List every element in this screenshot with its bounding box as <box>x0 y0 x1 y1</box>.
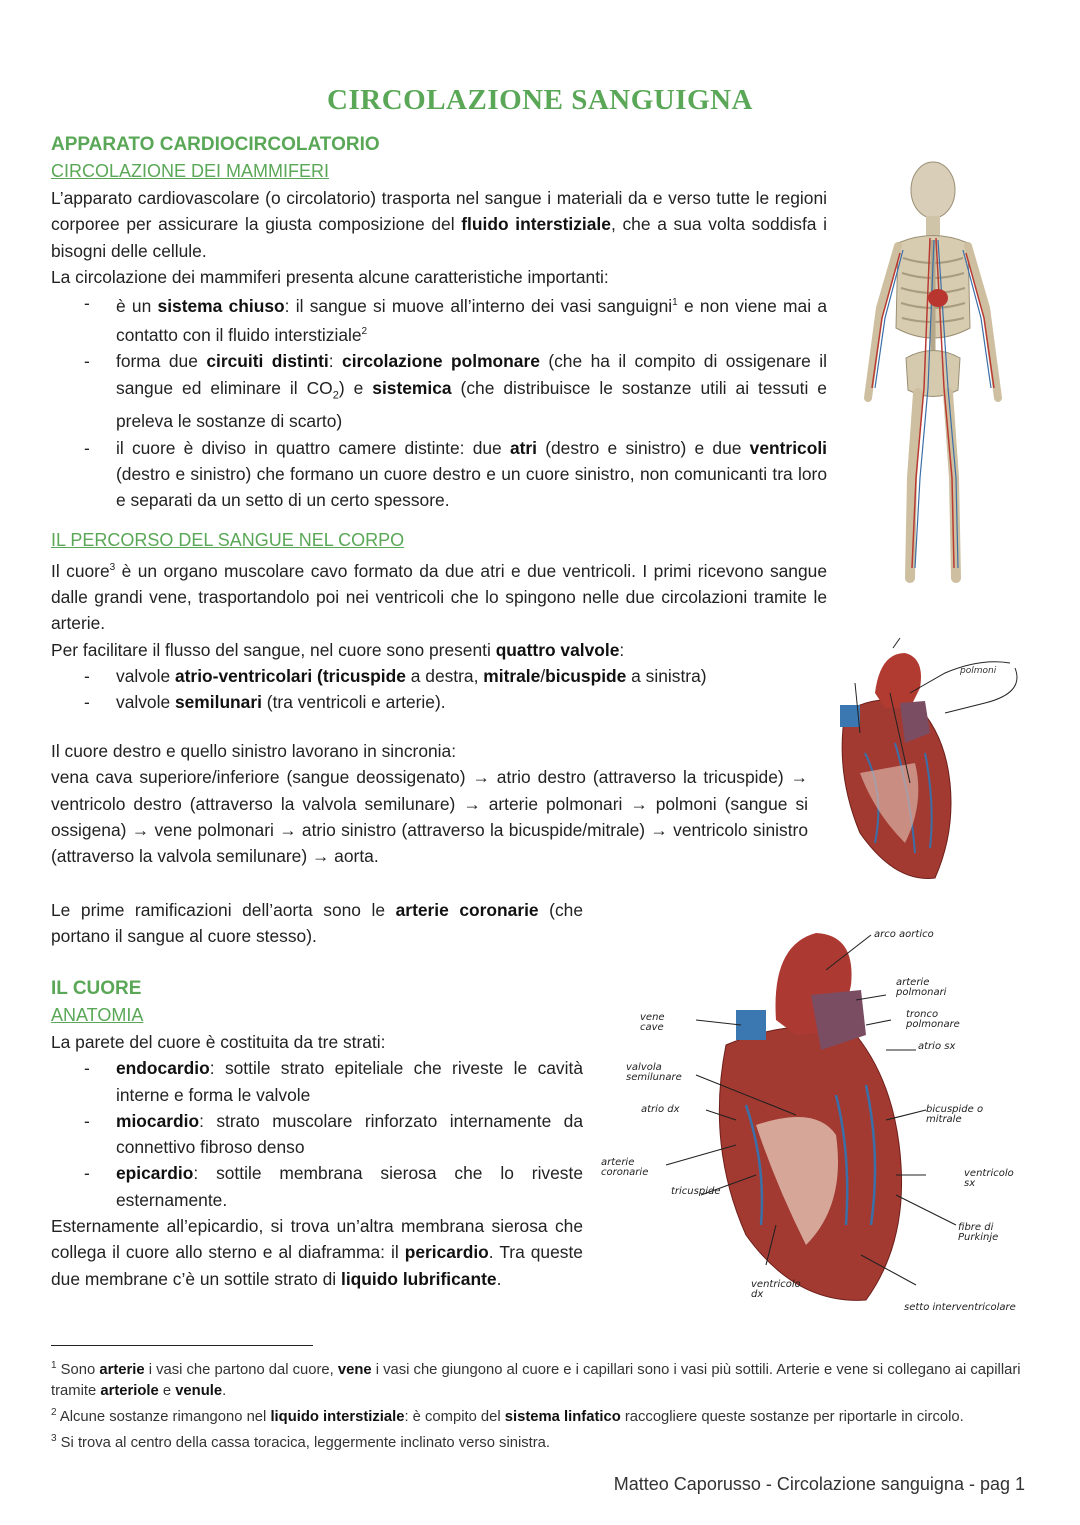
footnote-2: $^2$ Alcune sostanze rimangono nel liquido interstiziale: è compito del sistema linfatico raccogliere queste sostanze per riportarle in circolo. <box>51 1406 964 1425</box>
label-bicuspide: bicuspide o mitrale <box>926 1104 984 1125</box>
label-atrio-dx: atrio dx <box>641 1104 680 1115</box>
subheading-percorso-sangue: IL PERCORSO DEL SANGUE NEL CORPO <box>51 530 405 550</box>
page-title: CIRCOLAZIONE SANGUIGNA <box>327 84 753 116</box>
section3-body <box>51 1029 583 1292</box>
label-valvola-semilunare: valvola semilunare <box>626 1062 682 1083</box>
section-heading-apparato: APPARATO CARDIOCIRCOLATORIO <box>51 134 380 155</box>
section2-body-flow <box>51 738 808 869</box>
subheading-anatomia: ANATOMIA <box>51 1005 144 1025</box>
footnote-3: $^3$ Si trova al centro della cassa toracica, leggermente inclinato verso sinistra. <box>51 1432 551 1451</box>
label-atrio-sx: atrio sx <box>918 1041 956 1052</box>
section2-body-top <box>51 555 827 716</box>
intro2-paragraph: La circolazione dei mammiferi presenta alcune caratteristiche importanti: <box>51 266 609 287</box>
valvole-paragraph: Per facilitare il flusso del sangue, nel cuore sono presenti quattro valvole: <box>51 639 625 660</box>
skeleton-image <box>858 158 1008 598</box>
list-item: - valvole atrio-ventricolari (tricuspide a destra, mitrale/bicuspide a sinistra) <box>84 665 707 686</box>
footnote-divider <box>51 1345 313 1346</box>
list-item: - valvole semilunari (tra ventricoli e arterie). <box>84 692 446 713</box>
label-tronco-polmonare: tronco polmonare <box>906 1009 960 1030</box>
cuore-paragraph: Il cuore$^3$ è un organo muscolare cavo formato da due atri e due ventricoli. I primi ricevono sangue dalle grandi vene, trasportandolo poi nei ventricoli che lo spingono nelle due circolazioni tramite le arterie. <box>51 560 827 634</box>
label-arterie-polmonari: arterie polmonari <box>896 977 947 998</box>
valves-list <box>51 663 827 716</box>
label-arterie-coronarie: arterie coronarie <box>601 1157 649 1178</box>
list-item: - miocardio: strato muscolare rinforzato internamente da connettivo fibroso denso <box>84 1110 583 1158</box>
heart-diagram-1 <box>815 633 1030 888</box>
sincronia-paragraph: Il cuore destro e quello sinistro lavorano in sincronia: <box>51 741 457 761</box>
page-footer: Matteo Caporusso - Circolazione sanguigna - pag 1 <box>613 1474 1025 1494</box>
heart-anatomy-illustration <box>596 925 1036 1330</box>
intro-paragraph: L’apparato cardiovascolare (o circolatorio) trasporta nel sangue i materiali da e verso tutte le regioni corporee per assicurare la giusta composizione del fluido interstiziale, che a sua volta soddisfa i bisogni delle cellule. <box>51 188 827 261</box>
label-ventricolo-sx: ventricolo sx <box>964 1168 1014 1189</box>
label-vene-cave: vene cave <box>640 1012 665 1033</box>
characteristics-list <box>51 290 827 513</box>
list-item: - forma due circuiti distinti: circolazione polmonare (che ha il compito di ossigenare il sangue ed eliminare il $CO_2$) e sistemica (che distribuisce le sostanze utili ai tessuti e preleva le sostanze di scarto) <box>84 351 827 432</box>
flow-paragraph: vena cava superiore/inferiore (sangue deossigenato) → atrio destro (attraverso la tricuspide) → ventricolo destro (attraverso la valvola semilunare) → arterie polmonari → polmoni (sangue si ossigena) → vene polmonari → atrio sinistro (attraverso la bicuspide/mitrale) → ventricolo sinistro (attraverso la valvola semilunare) → aorta. <box>51 767 808 867</box>
footnotes <box>51 1355 1021 1454</box>
section1-body <box>51 185 827 514</box>
layers-list <box>51 1055 583 1213</box>
subheading-circolazione-mammiferi: CIRCOLAZIONE DEI MAMMIFERI <box>51 161 330 181</box>
list-item: - il cuore è diviso in quattro camere distinte: due atri (destro e sinistro) e due ventricoli (destro e sinistro) che formano un cuore destro e un cuore sinistro, non comunicanti tra loro e separati da un setto di un certo spessore. <box>84 437 827 511</box>
heart-circulation-illustration <box>815 633 1030 888</box>
label-setto: setto interventricolare <box>904 1302 1016 1313</box>
footnote-1: $^1$ Sono arterie i vasi che partono dal cuore, vene i vasi che giungono al cuore e i capillari sono i vasi più sottili. Arterie e vene si collegano ai capillari tramite arteriole e venule. <box>51 1360 1021 1399</box>
list-item: - epicardio: sottile membrana sierosa che lo riveste esternamente. <box>84 1163 583 1210</box>
polmoni-label: polmoni <box>960 666 997 676</box>
pericardio-paragraph: Esternamente all’epicardio, si trova un’altra membrana sierosa che collega il cuore allo sterno e al diaframma: il pericardio. Tra queste due membrane c’è un sottile strato di liquido lubrificante. <box>51 1216 583 1289</box>
label-tricuspide: tricuspide <box>671 1186 721 1197</box>
label-fibre-purkinje: fibre di Purkinje <box>958 1222 999 1243</box>
strati-paragraph: La parete del cuore è costituita da tre strati: <box>51 1032 386 1052</box>
coronarie-paragraph: Le prime ramificazioni dell’aorta sono le arterie coronarie (che portano il sangue al cuore stesso). <box>51 900 583 947</box>
skeleton-illustration <box>858 158 1008 598</box>
label-arco-aortico: arco aortico <box>874 929 934 940</box>
list-item: - endocardio: sottile strato epiteliale che riveste le cavità interne e forma le valvole <box>84 1058 583 1105</box>
section-heading-cuore: IL CUORE <box>51 978 142 999</box>
list-item: - è un sistema chiuso: il sangue si muove all’interno dei vasi sanguigni$^1$ e non viene mai a contatto con il fluido interstiziale$^2$ <box>84 293 827 346</box>
label-ventricolo-dx: ventricolo dx <box>751 1279 801 1300</box>
